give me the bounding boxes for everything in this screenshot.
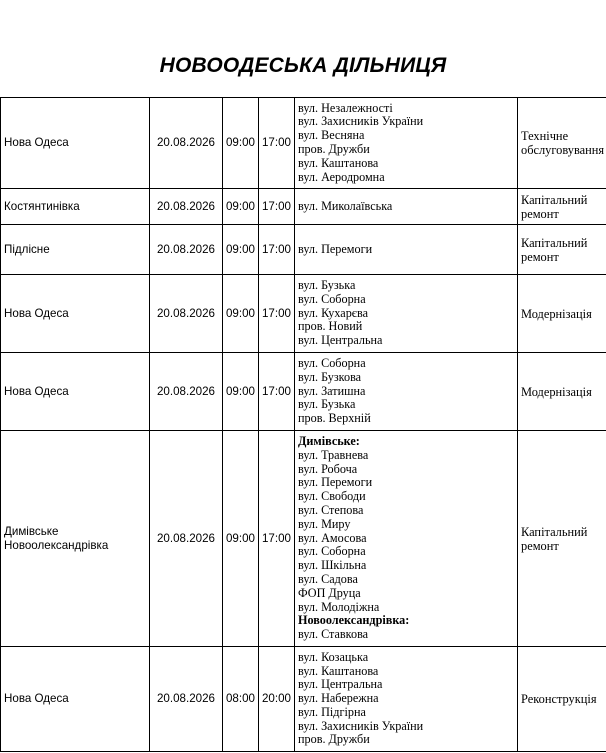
- start-time-cell: 09:00: [223, 189, 259, 225]
- locality-cell: Костянтинівка: [1, 189, 150, 225]
- end-time-cell: 20:00: [259, 647, 295, 752]
- streets-cell: [295, 353, 518, 431]
- work-type-cell: Модернізація: [518, 275, 606, 353]
- date-cell: 20.08.2026: [150, 647, 223, 752]
- street-item: вул. Козацька: [298, 649, 369, 664]
- streets-cell: [295, 189, 518, 225]
- locality-cell: Димівське Новоолександрівка: [1, 431, 150, 647]
- start-time-cell: 08:00: [223, 647, 259, 752]
- table-row: [1, 98, 606, 189]
- street-item: вул. Бузкова: [298, 369, 362, 384]
- street-item: вул. Затишна: [298, 383, 366, 398]
- table-row: [1, 225, 606, 275]
- street-item: вул. Захисників України: [298, 718, 424, 733]
- street-item: вул. Соборна: [298, 356, 366, 370]
- street-item: вул. Соборна: [298, 291, 366, 306]
- street-item: пров. Дружби: [298, 142, 370, 156]
- street-item: вул. Свободи: [298, 489, 366, 504]
- date-cell: 20.08.2026: [150, 189, 223, 225]
- date-cell: 20.08.2026: [150, 275, 223, 353]
- street-item: вул. Бузька: [298, 278, 356, 292]
- street-item: вул. Центральна: [298, 333, 383, 348]
- streets-cell: [295, 98, 518, 189]
- end-time-cell: 17:00: [259, 225, 295, 275]
- start-time-cell: 09:00: [223, 431, 259, 647]
- locality-cell: Нова Одеса: [1, 647, 150, 752]
- table-row: [1, 275, 606, 353]
- street-item: вул. Миколаївська: [298, 198, 393, 213]
- street-item: вул. Захисників України: [298, 114, 424, 129]
- street-item: вул. Перемоги: [298, 475, 373, 490]
- street-item: вул. Каштанова: [298, 155, 379, 170]
- table-row: [1, 189, 606, 225]
- street-item: вул. Амосова: [298, 530, 367, 545]
- locality-cell: Нова Одеса: [1, 353, 150, 431]
- start-time-cell: 09:00: [223, 275, 259, 353]
- date-cell: 20.08.2026: [150, 225, 223, 275]
- street-item: вул. Молодіжна: [298, 599, 380, 614]
- work-type-cell: Модернізація: [518, 353, 606, 431]
- street-item: вул. Аеродромна: [298, 169, 385, 184]
- street-item: вул. Ставкова: [298, 627, 369, 642]
- locality-heading: Новоолександрівка:: [298, 613, 410, 628]
- street-item: вул. Садова: [298, 571, 358, 586]
- streets-cell: [295, 647, 518, 752]
- end-time-cell: 17:00: [259, 275, 295, 353]
- street-item: вул. Миру: [298, 516, 351, 531]
- street-item: ФОП Друца: [298, 585, 361, 600]
- start-time-cell: 09:00: [223, 98, 259, 189]
- end-time-cell: 17:00: [259, 431, 295, 647]
- end-time-cell: 17:00: [259, 98, 295, 189]
- street-item: вул. Незалежності: [298, 100, 393, 115]
- end-time-cell: 17:00: [259, 189, 295, 225]
- date-cell: 20.08.2026: [150, 353, 223, 431]
- table-row: [1, 431, 606, 647]
- street-item: вул. Бузька: [298, 397, 356, 412]
- work-type-cell: Капітальний ремонт: [518, 189, 606, 225]
- street-item: пров. Дружби: [298, 732, 370, 747]
- street-item: вул. Перемоги: [298, 241, 373, 256]
- street-item: вул. Каштанова: [298, 663, 379, 678]
- street-item: вул. Весняна: [298, 128, 365, 143]
- end-time-cell: 17:00: [259, 353, 295, 431]
- street-item: пров. Верхній: [298, 411, 371, 426]
- street-item: вул. Робоча: [298, 461, 358, 476]
- table-row: [1, 647, 606, 752]
- streets-cell: [295, 225, 518, 275]
- street-item: вул. Підгірна: [298, 704, 366, 719]
- street-item: пров. Новий: [298, 319, 363, 334]
- table-row: [1, 353, 606, 431]
- work-type-cell: Реконструкція: [518, 647, 606, 752]
- street-item: вул. Центральна: [298, 677, 383, 692]
- streets-cell: [295, 275, 518, 353]
- street-item: вул. Набережна: [298, 691, 379, 706]
- street-item: вул. Травнева: [298, 447, 369, 462]
- locality-heading: Димівське:: [298, 434, 360, 449]
- street-item: вул. Кухарєва: [298, 305, 369, 320]
- locality-cell: Нова Одеса: [1, 98, 150, 189]
- page-title: НОВООДЕСЬКА ДІЛЬНИЦЯ: [159, 54, 447, 77]
- date-cell: 20.08.2026: [150, 431, 223, 647]
- street-item: вул. Шкільна: [298, 558, 367, 573]
- work-type-cell: Капітальний ремонт: [518, 431, 606, 647]
- street-item: вул. Соборна: [298, 544, 366, 559]
- work-type-cell: Технічне обслуговування: [518, 98, 606, 189]
- streets-cell: [295, 431, 518, 647]
- start-time-cell: 09:00: [223, 353, 259, 431]
- start-time-cell: 09:00: [223, 225, 259, 275]
- date-cell: 20.08.2026: [150, 98, 223, 189]
- street-item: вул. Степова: [298, 503, 364, 517]
- locality-cell: Підлісне: [1, 225, 150, 275]
- outage-schedule-table: [0, 97, 606, 752]
- work-type-cell: Капітальний ремонт: [518, 225, 606, 275]
- locality-cell: Нова Одеса: [1, 275, 150, 353]
